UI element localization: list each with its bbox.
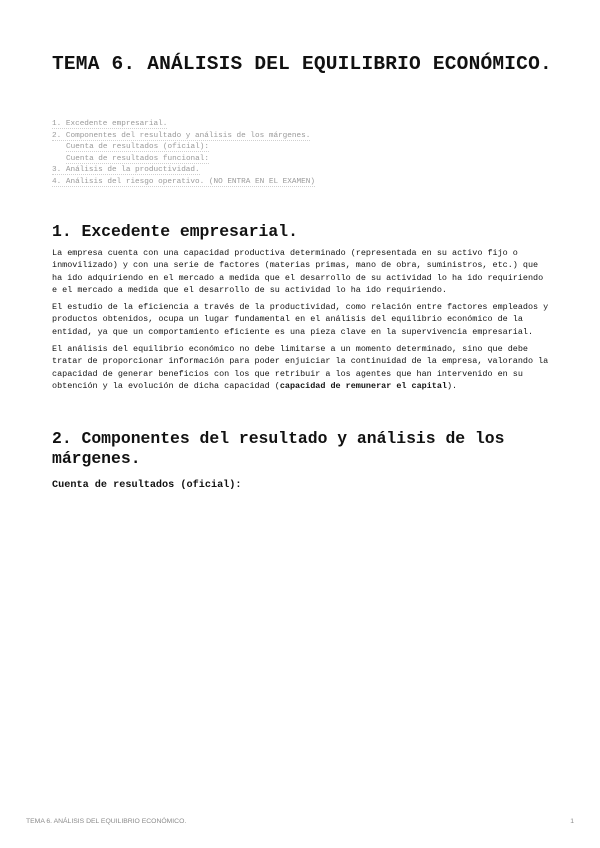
section-body-excedente [52,247,552,397]
paragraph: El estudio de la eficiencia a través de la productividad, como relación entre factores empleados y productos obtenidos, ocupa un lugar fundamental en el análisis del equilibrio económico de la entidad, ya que un comportamiento eficiente es una pieza clave en la supervivencia empresarial. [52,302,549,337]
section-heading-componentes: 2. Componentes del resultado y análisis de los márgenes. [52,429,505,468]
bold-emphasis: capacidad de remunerar el capital [279,380,447,391]
toc-item-componentes[interactable] [52,131,552,143]
toc-item-riesgo[interactable] [52,177,552,189]
paragraph [52,343,552,392]
toc-link-componentes[interactable] [52,132,310,141]
toc-item-excedente[interactable] [52,119,552,131]
toc-link-cuenta-oficial[interactable] [66,143,209,152]
subheading-cuenta-oficial: Cuenta de resultados (oficial): [52,480,242,491]
toc-label: Componentes del resultado y análisis de los márgenes. [65,131,311,140]
toc-item-cuenta-oficial[interactable] [52,142,552,154]
toc-number: 1. [52,120,62,128]
toc-item-productividad[interactable] [52,165,552,177]
toc-link-cuenta-funcional[interactable] [66,155,209,164]
page-footer [26,817,574,827]
table-of-contents [52,119,552,189]
page-number: 1 [570,818,574,825]
toc-link-productividad[interactable] [52,166,200,175]
toc-label: Cuenta de resultados (oficial): [66,143,210,152]
document-title: TEMA 6. ANÁLISIS DEL EQUILIBRIO ECONÓMICO. [52,53,552,75]
footer-title: TEMA 6. ANÁLISIS DEL EQUILIBRIO ECONÓMICO. [26,818,187,825]
toc-label: Excedente empresarial. [65,120,168,128]
paragraph: La empresa cuenta con una capacidad productiva determinado (representada en su activo fijo o inmovilizado) y con una serie de factores (materias primas, mano de obra, suministros, etc.) que ha ido adquiriendo en el mercado a medida que el desarrollo de su actividad lo ha ido requiriendo e el mercado a medida que el desarrollo de su actividad lo ha ido requiriendo. [52,248,544,295]
toc-link-excedente[interactable] [52,120,167,129]
toc-link-riesgo[interactable] [52,178,315,187]
toc-label: Análisis del riesgo operativo. (NO ENTRA EN EL EXAMEN) [65,177,315,186]
section-heading-excedente: 1. Excedente empresarial. [52,222,298,241]
paragraph-text: El análisis del equilibrio económico no debe limitarse a un momento determinado, sino que debe tratar de proporcionar información para poder enjuiciar la continuidad de la empresa, valorando la capacidad de generar beneficios con los que retribuir a los agentes que han intervenido en su obtención y la evolución de dicha capacidad ( [52,344,549,391]
toc-label: Análisis de la productividad. [65,166,200,175]
toc-number: 3. [52,166,62,175]
paragraph-text: ). [446,380,458,391]
toc-label: Cuenta de resultados funcional: [66,154,210,163]
toc-number: 4. [52,177,62,186]
toc-item-cuenta-funcional[interactable] [52,154,552,166]
toc-number: 2. [52,131,62,140]
